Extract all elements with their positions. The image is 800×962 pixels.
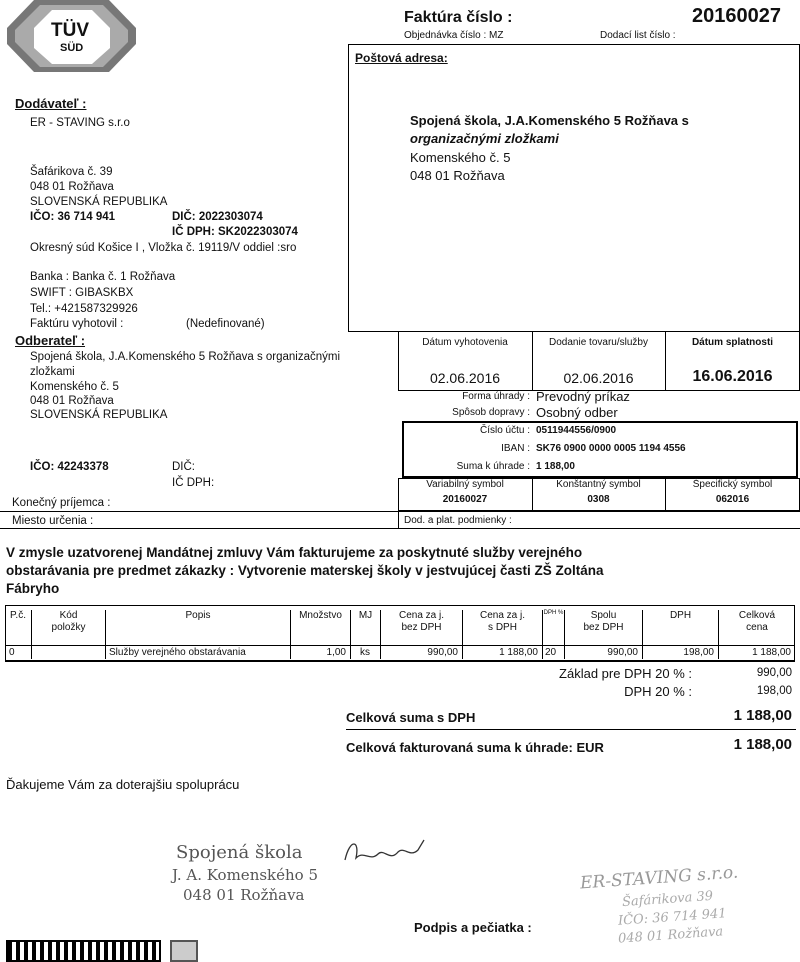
delivery-date-label: Dodanie tovaru/služby <box>549 337 648 348</box>
customer-bottom-rule <box>0 511 800 512</box>
supplier-swift: SWIFT : GIBASKBX <box>30 287 134 299</box>
summary-rule <box>346 729 796 730</box>
handwritten-signature-left <box>340 832 430 875</box>
col-code-header <box>31 610 105 659</box>
postal-line-2: organizačnými zložkami <box>410 131 559 146</box>
row-total: 990,00 <box>607 647 638 658</box>
vat-label: DPH 20 % : <box>624 684 692 699</box>
specific-symbol: 062016 <box>715 494 750 505</box>
row-unitv: 1 188,00 <box>499 647 538 658</box>
destination-label: Miesto určenia : <box>12 515 94 527</box>
supplier-ico: IČO: 36 714 941 <box>30 211 116 223</box>
postal-address-label: Poštová adresa: <box>355 51 448 65</box>
row-pc: 0 <box>9 647 15 658</box>
variable-symbol: 20160027 <box>442 494 488 505</box>
supplier-dic: DIČ: 2022303074 <box>172 211 263 223</box>
supplier-name: ER - STAVING s.r.o <box>30 117 130 129</box>
customer-icdph: IČ DPH: <box>172 477 215 489</box>
intro-line-2: obstarávania pre predmet zákazky : Vytvorenie materskej školy v jestvujúcej časti ZŠ Zoltána <box>6 563 604 578</box>
stamp-left-line-3: 048 01 Rožňava <box>183 886 305 904</box>
stamp-right-line-4: 048 01 Rožňava <box>617 924 724 947</box>
stamp-left-line-2: J. A. Komenského 5 <box>172 866 319 884</box>
postal-address-box <box>348 44 800 332</box>
vat-value: 198,00 <box>756 685 792 697</box>
vat-base-label: Základ pre DPH 20 % : <box>559 666 692 681</box>
payment-form-label: Forma úhrady : <box>462 391 530 402</box>
stamp-right-line-1: ER-STAVING s.r.o. <box>579 862 739 894</box>
iban: SK76 0900 0000 0005 1194 4556 <box>536 443 686 454</box>
transport-label: Spôsob dopravy : <box>452 407 530 418</box>
row-vat: 198,00 <box>683 647 714 658</box>
customer-bottom-rule-2 <box>0 528 800 529</box>
conditions-label: Dod. a plat. podmienky : <box>404 515 512 526</box>
col-total-header-l1: Spolu <box>590 610 617 621</box>
customer-line-3: Komenského č. 5 <box>30 381 119 393</box>
amount-to-pay-label: Celková fakturovaná suma k úhrade: EUR <box>346 740 604 755</box>
account-label: Číslo účtu : <box>479 425 530 436</box>
customer-line-4: 048 01 Rožňava <box>30 395 114 407</box>
customer-ico: IČO: 42243378 <box>30 461 109 473</box>
issued-by-value: (Nedefinované) <box>186 318 265 330</box>
delivery-note-label: Dodací list číslo : <box>600 30 676 41</box>
amount-due: 1 188,00 <box>536 461 575 472</box>
signature-label: Podpis a pečiatka : <box>414 920 532 935</box>
row-rate: 20 <box>545 647 557 658</box>
specific-symbol-label: Špecifický symbol <box>692 479 773 490</box>
transport: Osobný odber <box>536 405 618 420</box>
invoice-number: 20160027 <box>692 5 781 27</box>
logo-brand: TÜV <box>51 20 89 41</box>
due-date: 16.06.2016 <box>692 368 773 385</box>
customer-dic: DIČ: <box>172 461 195 473</box>
variable-symbol-label: Variabilný symbol <box>426 479 504 490</box>
iban-label: IBAN : <box>501 443 530 454</box>
supplier-country: SLOVENSKÁ REPUBLIKA <box>30 196 168 208</box>
col-unit-header-l2: bez DPH <box>401 622 442 633</box>
supplier-court: Okresný súd Košice I , Vložka č. 19119/V oddiel :sro <box>30 242 297 254</box>
supplier-city: 048 01 Rožňava <box>30 181 114 193</box>
col-code-header-l1: Kód <box>59 610 78 621</box>
supplier-tel: Tel.: +421587329926 <box>30 303 138 315</box>
col-gross-header-l1: Celková <box>738 610 776 621</box>
customer-line-5: SLOVENSKÁ REPUBLIKA <box>30 409 168 421</box>
qr-code <box>6 940 161 962</box>
stamp-right-line-2: Šafárikova 39 <box>621 888 714 911</box>
supplier-street: Šafárikova č. 39 <box>30 166 113 178</box>
postal-line-4: 048 01 Rožňava <box>410 168 505 183</box>
supplier-bank: Banka : Banka č. 1 Rožňava <box>30 271 176 283</box>
col-total-header-l2: bez DPH <box>583 622 624 633</box>
thanks-text: Ďakujeme Vám za doterajšiu spoluprácu <box>6 777 240 792</box>
order-number-label: Objednávka číslo : MZ <box>404 30 504 41</box>
final-recipient-label: Konečný príjemca : <box>12 497 111 509</box>
delivery-date: 02.06.2016 <box>563 370 634 386</box>
col-gross-header-l2: cena <box>746 622 768 633</box>
col-desc-header: Popis <box>105 610 290 659</box>
vat-base-value: 990,00 <box>756 667 792 679</box>
col-rate-header: DPH % <box>542 610 564 659</box>
customer-label: Odberateľ : <box>15 333 86 348</box>
total-with-vat-value: 1 188,00 <box>733 707 792 724</box>
document-icon <box>170 940 198 962</box>
stamp-right-line-3: IČO: 36 714 941 <box>617 906 728 929</box>
row-gross: 1 188,00 <box>752 647 791 658</box>
invoice-title: Faktúra číslo : <box>404 9 513 26</box>
col-unit-header-l1: Cena za j. <box>398 610 445 621</box>
company-logo <box>4 0 139 72</box>
col-pc-header: P.č. <box>10 610 26 621</box>
postal-line-1: Spojená škola, J.A.Komenského 5 Rožňava s <box>410 113 689 128</box>
issue-date: 02.06.2016 <box>429 370 501 386</box>
customer-line-2: zložkami <box>30 366 75 378</box>
conditions-divider <box>398 511 399 528</box>
customer-line-1: Spojená škola, J.A.Komenského 5 Rožňava s organizačnými <box>30 351 341 363</box>
issue-date-label: Dátum vyhotovenia <box>422 337 508 348</box>
col-vat-header: DPH <box>642 610 718 659</box>
issued-by-label: Faktúru vyhotovil : <box>30 318 124 330</box>
row-desc: Služby verejného obstarávania <box>109 647 246 658</box>
logo-sub: SÜD <box>60 42 84 54</box>
payment-form: Prevodný príkaz <box>536 389 630 404</box>
row-mj: ks <box>360 647 370 658</box>
amount-to-pay-value: 1 188,00 <box>733 736 792 753</box>
constant-symbol: 0308 <box>587 494 610 505</box>
items-table-bottom-rule <box>5 660 795 662</box>
col-mj-header: MJ <box>350 610 380 659</box>
intro-line-1: V zmysle uzatvorenej Mandátnej zmluvy Vám fakturujeme za poskytnuté služby verejného <box>6 545 583 560</box>
due-date-label: Dátum splatnosti <box>691 337 774 348</box>
col-unitv-header-l2: s DPH <box>488 622 517 633</box>
col-qty-header: Množstvo <box>290 610 350 659</box>
amount-due-label: Suma k úhrade : <box>456 461 530 472</box>
supplier-label: Dodávateľ : <box>15 96 87 111</box>
postal-line-3: Komenského č. 5 <box>410 150 511 165</box>
row-qty: 1,00 <box>326 647 346 658</box>
col-unitv-header-l1: Cena za j. <box>479 610 526 621</box>
supplier-icdph: IČ DPH: SK2022303074 <box>172 226 298 238</box>
intro-line-3: Fábryho <box>6 581 60 596</box>
stamp-left-line-1: Spojená škola <box>176 842 303 863</box>
col-code-header-l2: položky <box>51 622 86 633</box>
constant-symbol-label: Konštantný symbol <box>556 479 641 490</box>
row-unit: 990,00 <box>427 647 458 658</box>
account-number: 0511944556/0900 <box>536 425 617 436</box>
total-with-vat-label: Celková suma s DPH <box>346 710 476 725</box>
